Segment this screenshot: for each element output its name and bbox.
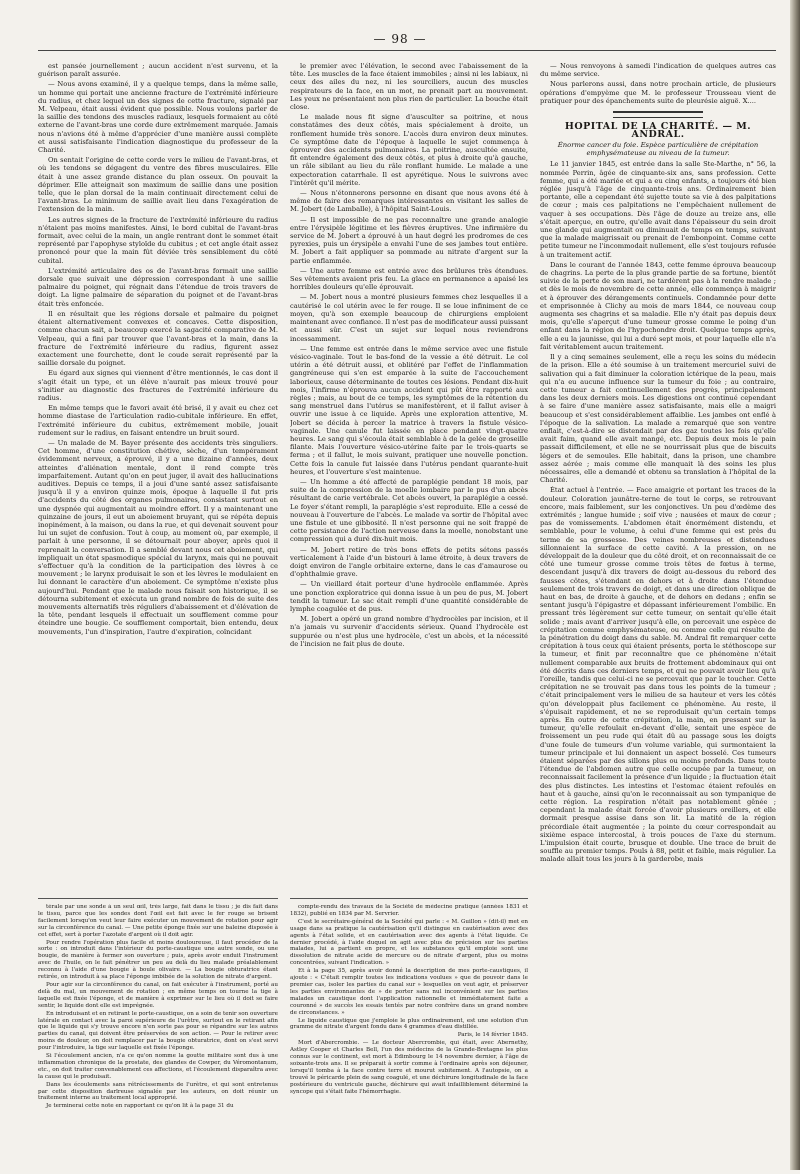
paragraph: Le malade nous fit signe d'ausculter sa poitrine, et nous constatâmes des deux côtés, mais spécialement à droite, un ronflement humide très sonore. L'accès dura environ deux minutes. Ce symptôme date de l'époque à laquelle le sujet commença à éprouver des accidents pulmonaires. La poitrine, auscultée ensuite, fit entendre également des deux côtés, et plus à droite qu'à gauche, un râle sibilant au lieu du râle ronflant humide. Le malade a une expectoration catarrhale. Il est apyrétique. Nous le suivrons avec l'intérêt qu'il mérite.	[290, 113, 528, 187]
footnote-paragraph: compte-rendu des travaux de la Société de médecine pratique (années 1831 et 1832), publié en 1834 par M. Servrier.	[290, 904, 528, 917]
footnote-paragraph: Mort d'Abercrombie. — Le docteur Abercrombie, qui était, avec Abernethy, Astley Cooper et Charles Bell, l'un des médecins de la Grande-Bretagne les plus connus sur le continent, est mort à Edimbourg le 14 novembre dernier, à l'âge de soixante-trois ans. Il se préparait à sortir comme à l'ordinaire après son déjeuner, lorsqu'il tomba à la face contre terre et mourut subitement. A l'autopsie, on a trouvé le péricarde plein de sang coagulé, et une déchirure longitudinale de la face postérieure du ventricule gauche, déchirure qui avait infailliblement déterminé la syncope qui s'était faite l'hémorrhagie.	[290, 1040, 528, 1095]
section-heading: HOPITAL DE LA CHARITÉ. — M. ANDRAL.	[564, 121, 752, 141]
paragraph: — Nous renvoyons à samedi l'indication de quelques autres cas du même service.	[540, 62, 776, 79]
paragraph: Il y a cinq semaines seulement, elle a reçu les soins du médecin de la prison. Elle a été soumise à un traitement mercuriel suivi de salivation qui a fait diminuer la coloration ictérique de la peau, mais qui n'a eu aucune influence sur la tumeur du foie ; au contraire, cette tumeur a fait continuellement des progrès, principalement dans les deux derniers mois. Les digestions ont continué cependant à se faire d'une manière assez satisfaisante, mais elle a maigri beaucoup et s'est considérablement affaiblie. Les jambes ont enflé à l'époque de la salivation. La malade a remarqué que son ventre enflait, c'est-à-dire se distendait par des gaz toutes les fois qu'elle avait faim, quand elle avait mangé, etc. Depuis deux mois le pain passait difficilement, et elle ne se nourrissait plus que de biscuits légers et de semoules. Elle habitait, dans la prison, une chambre assez aérée ; mais comme elle manquait là des soins les plus nécessaires, elle a demandé et obtenu sa translation à l'hôpital de la Charité.	[540, 353, 776, 485]
page-edge-shadow	[790, 0, 800, 1170]
footnote-paragraph: Si l'écoulement ancien, n'a ce qu'on nomme la goutte militaire sont dus à une inflammation chronique de la prostate, des glandes de Cowper, du Véromontanum, etc., on doit traiter convenablement ces affections, et l'écoulement disparaîtra avec la cause qui le produisait.	[38, 1053, 278, 1080]
paragraph: M. Jobert a opéré un grand nombre d'hydrocèles par incision, et il n'a jamais vu survenir d'accidents sérieux. Quand l'hydrocèle est suppurée ou n'est plus une hydrocèle, c'est un abcès, et la nécessité de l'incision ne fait plus de doute.	[290, 615, 528, 648]
column-middle	[290, 62, 528, 892]
paragraph: — Une femme est entrée dans le même service avec une fistule vésico-vaginale. Tout le bas-fond de la vessie a été détruit. Le col utérin a été détruit aussi, et oblitéré par l'effet de l'inflammation gangréneuse qui s'en est emparée à la suite de l'accouchement laborieux, cause déterminante de toutes ces lésions. Pendant dix-huit mois, l'infirme n'éprouva aucun accident qui pût être rapporté aux règles ; mais, au bout de ce temps, les symptômes de la rétention du sang menstruel dans l'utérus se manifestèrent, et il fallut aviser à ouvrir une issue à ce liquide. Après une exploration attentive, M. Jobert se décida à percer la matrice à travers la fistule vésico-vaginale. Une canule fut laissée en place pendant vingt-quatre heures. Le sang qui s'écoula était semblable à de la gelée de groseille filante. Mais l'ouverture vésico-utérine faite par le trois-quarts se ferma ; et il fallut, le mois suivant, pratiquer une nouvelle ponction. Cette fois la canule fut laissée dans l'utérus pendant quarante-huit heures, et l'ouverture s'est maintenue.	[290, 344, 528, 476]
footnote-paragraph: Pour agir sur la circonférence du canal, on fait exécuter à l'instrument, porté au delà du mal, un mouvement de rotation ; en même temps on tourne la tige à laquelle est fixée l'éponge, et de manière à exprimer sur le lieu où il doit se faire sentir, le liquide dont elle est imprégnée.	[38, 981, 278, 1009]
paragraph: est pansée journellement ; aucun accident n'est survenu, et la guérison paraît assurée.	[38, 62, 278, 79]
paragraph: Eu égard aux signes qui viennent d'être mentionnés, le cas dont il s'agit était un type, et un élève n'aurait pas mieux trouvé pour s'initier au diagnostic des fractures de l'extrémité inférieure du radius.	[38, 369, 278, 402]
paragraph: Les autres signes de la fracture de l'extrémité inférieure du radius n'étaient pas moins manifestes. Ainsi, le bord cubital de l'avant-bras formait, avec celui de la main, un angle rentrant dont le sommet était représenté par l'apophyse styloïde du cubitus ; et cet angle était assez prononcé pour que la main fût déviée très sensiblement du côté cubital.	[38, 215, 278, 265]
paragraph: Nous parlerons aussi, dans notre prochain article, de plusieurs opérations d'empyème que M. le professeur Trousseau vient de pratiquer pour des épanchements suite de pleurésie aiguë. X....	[540, 80, 776, 105]
paragraph: État actuel à l'entrée. — Face amaigrie et portant les traces de la douleur. Coloration jaunâtre-terne de tout le corps, se retrouvant encore, mais faiblement, sur les conjonctives. Un peu d'œdème des extrémités ; langue humide ; soif vive ; nausées et maux de cœur ; pas de vomissements. L'abdomen était énormément distendu, et semblable, pour le volume, à celui d'une femme qui est près du terme de sa grossesse. Des veines nombreuses et distendues sillonnaient la surface de cette cavité. A la pression, on ne développait de la douleur que du côté droit, et on reconnaissait de ce côté une tumeur grosse comme trois têtes de fœtus à terme, descendant jusqu'à dix travers de doigt au-dessous du rebord des fausses côtes, s'étendant en dehors et à droite dans l'étendue seulement de trois travers de doigt, et dans une direction oblique de haut en bas, de droite à gauche, et de dehors en dedans ; enfin se sentant jusqu'à l'épigastre et dépassant inférieurement l'ombilic. En pressant très légèrement sur cette tumeur, on sentait qu'elle était solide ; mais avant d'arriver jusqu'à elle, on percevait une espèce de crépitation comme emphysémateuse, ou comme celle qui résulte de la pénétration du doigt dans du sable. M. Andral fit remarquer cette crépitation à tous ceux qui étaient présents, porta le stéthoscope sur la tumeur, et finit par reconnaître que ce phénomène n'était nullement comparable aux bruits de frottement abdominaux qui ont été décrits dans ces derniers temps, et qui ne pouvait avoir lieu qu'à l'oreille, tandis que celui-ci ne se percevait que par le toucher. Cette crépitation ne se trouvait pas dans tous les points de la tumeur ; c'était principalement vers le milieu de sa hauteur et vers les côtés qu'on développait plus facilement ce phénomène. Au reste, il s'épuisait rapidement, et ne se reproduisait qu'un certain temps après. En outre de cette crépitation, la main, en pressant sur la tumeur, qu'elle refoulait en-devant d'elle, sentait une espèce de froissement un peu rude qui était dû au passage sous les doigts d'une foule de tumeurs d'un volume variable, qui surmontaient la tumeur principale et lui donnaient un aspect bosselé. Ces tumeurs étaient séparées par des sillons plus ou moins profonds. Dans toute l'étendue de l'abdomen autre que celle occupée par la tumeur, on reconnaissait facilement la présence d'un liquide ; la fluctuation était des plus distinctes. Les intestins et l'estomac étaient refoulés en haut et à gauche, ainsi qu'on le reconnaissait au son tympanique de cette région. La respiration n'était pas notablement gênée ; cependant la malade était forcée d'avoir plusieurs oreillers, et elle dormait presque assise dans son lit. La matité de la région précordiale était augmentée ; la pointe du cœur correspondait au sixième espace intercostal, à trois pouces de l'axe du sternum. L'impulsion était courte, brusque et double. Une trace de bruit de souffle au premier temps. Pouls à 88, petit et faible, mais régulier. La malade allait tous les jours à la garderobe, mais	[540, 486, 776, 864]
section-subtitle: Énorme cancer du foie. Espèce particulière de crépitation emphysémateuse au niveau de la tumeur.	[557, 141, 759, 158]
paragraph: — Nous avons examiné, il y a quelque temps, dans la même salle, un homme qui portait une ancienne fracture de l'extrémité inférieure du radius, et chez lequel un des signes de cette fracture, signalé par M. Velpeau, était aussi évident que possible. Nous voulons parler de la saillie des tendons des muscles radiaux, lesquels formaient au côté externe de l'avant-bras une corde dure extrêmement marquée. Jamais nous n'avions été à même d'apprécier d'une manière aussi complète et aussi satisfaisante l'indication diagnostique du professeur de la Charité.	[38, 80, 278, 155]
paragraph: L'extrémité articulaire des os de l'avant-bras formait une saillie dorsale que suivait une dépression correspondant à une saillie palmaire du poignet, qui régnait dans l'étendue de trois travers de doigt. La ligne palmaire de séparation du poignet et de l'avant-bras était très enfoncée.	[38, 266, 278, 308]
footnote-paragraph: Dans les écoulements sans rétrécissements de l'urètre, et qui sont entretenus par cette disposition darlreuse signalée par les auteurs, on doit réunir un traitement interne au traitement local approprié.	[38, 1081, 278, 1102]
paragraph: — M. Jobert retire de très bons effets de petits sétons passés verticalement à l'aide d'un bistouri à lame étroite, à deux travers de doigt environ de l'angle orbitaire externe, dans le cas d'amaurose ou d'ophthalmie grave.	[290, 545, 528, 579]
paragraph: En même temps que le favori avait été brisé, il y avait eu chez cet homme diastase de l'articulation radio-cubitale inférieure. En effet, l'extrémité inférieure du cubitus, extrêmement mobile, jouait rudement sur le radius, en faisant entendre un bruit sourd.	[38, 404, 278, 437]
paragraph: — Un homme a été affecté de paraplégie pendant 18 mois, par suite de la compression de la moelle lombaire par le pus d'un abcès résultant de carie vertébrale. Cet abcès ouvert, la paraplégie a cessé. Le foyer s'étant rempli, la paraplégie s'est reproduite. Elle a cessé de nouveau à l'ouverture de l'abcès. Le malade va sortir de l'hôpital avec une fistule et une gibbosité. Il n'est personne qui ne soit frappé de cette persistance de l'action nerveuse dans la moelle, nonobstant une compression qui a duré dix-huit mois.	[290, 477, 528, 544]
section-heading-block	[540, 111, 776, 157]
paragraph: — Il est impossible de ne pas reconnaître une grande analogie entre l'érysipèle légitime et les fièvres éruptives. Une infirmière du service de M. Jobert a éprouvé à un haut degré les prodromes de ces pyrexies, puis un érysipèle a envahi l'une de ses jambes tout entière. M. Jobert a fait appliquer sa pommade au nitrate d'argent sur la partie enflammée.	[290, 215, 528, 265]
footnote-paragraph: C'est le secrétaire-général de la Société qui parle : « M. Guillon » (dit-il) met en usage dans sa pratique la cautérisation qu'il distingue en cautérisation avec des agents à l'état solide, et en cautérisation avec des agents à l'état liquide. Ce dernier procédé, à l'aide duquel on agit avec plus de précision sur les parties malades, lui a partient en propre, et les substances qu'il emploie sont une dissolution de nitrate acide de mercure ou de nitrate d'argent, plus ou moins concentrées, suivant l'indication. »	[290, 918, 528, 967]
footnote-paragraph: térale par une sonde à un seul œil, très large, fait dans le tissu ; je dis fait dans le tissu, parce que les sondes dont l'œil est fait avec le fer rouge se brisent facilement lorsqu'on veut leur faire exécuter un mouvement de rotation pour agir sur la circonférence du canal. — Une petite éponge fixée sur une baleine disposée à cet effet, sert à porter l'azotate d'argent où il doit agir.	[38, 904, 278, 938]
paragraph: Il en résultait que les régions dorsale et palmaire du poignet étaient alternativement convexes et concaves. Cette disposition, comme chacun sait, a beaucoup exercé la sagacité comparative de M. Velpeau, qui a fini par trouver que l'avant-bras et la main, dans la fracture de l'extrémité inférieure du radius, figurent assez exactement une fourchette, dont le coude serait représenté par la saillie dorsale du poignet.	[38, 309, 278, 368]
footnote-paragraph: Je terminerai cette note en rapportant ce qu'on lit à la page 31 du	[46, 1103, 234, 1110]
paragraph: — Nous n'étonnerons personne en disant que nous avons été à même de faire des remarques intéressantes en visitant les salles de M. Jobert (de Lamballe), à l'hôpital Saint-Louis.	[290, 189, 528, 214]
footnotes-middle	[290, 904, 528, 1174]
column-right	[540, 62, 776, 1174]
footnote-paragraph: Pour rendre l'opération plus facile et moins douloureuse, il faut procéder de la sorte : on introduit dans l'intérieur du porte-caustique une autre sonde, ou une bougie, de manière à fermer son ouverture ; puis, après avoir enduit l'instrument avec de l'huile, on le fait pénétrer un peu au delà du lieu malade préalablement reconnu à l'aide d'une bougie à boule olivaire. — La bougie obturatrice étant retirée, on introduit à sa place l'éponge imbibée de la solution de nitrate d'argent.	[38, 939, 278, 981]
page-number: — 98 —	[373, 32, 427, 46]
paragraph: — Un malade de M. Bayer présente des accidents très singuliers. Cet homme, d'une constitution chétive, sèche, d'un tempérament évidemment nerveux, a éprouvé, il y a une dizaine d'années, deux atteintes d'aliénation mentale, dont il rend compte très imparfaitement. Autant qu'on en peut juger, il avait des hallucinations auditives. Depuis ce temps, il a joui d'une santé assez satisfaisante jusqu'à il y a environ quinze mois, époque à laquelle il fut pris d'accidents du côté des organes pulmonaires, consistant surtout en une dyspnée qui augmentait au moindre effort. Il y a maintenant une quinzaine de jours, il eut un aboiement bruyant, qui se répéta depuis inopinément, à la maison, ou dans la rue, et qui devenait souvent pour lui un sujet de confusion. Tout à coup, au moment où, par exemple, il parlait à une personne, il se détournait pour aboyer, après quoi il reprenait la conversation. Il a semblé devant nous cet aboiement, qui impliquait un état spasmodique spécial du larynx, mais qui ne pouvait s'effectuer qu'à la condition de la participation des lèvres à ce mouvement ; le larynx produisait le son et les lèvres le modulaient en lui donnant le caractère d'un aboiement. Ce symptôme n'existe plus aujourd'hui. Pendant que le malade nous faisait son historique, il se détourna subitement et exécuta un grand nombre de fois de suite des mouvements alternatifs très réguliers d'abaissement et d'élévation de la tête, pendant lesquels il effectuait un soufflement comme pour éteindre une bougie. Ce soufflement comportait, bien entendu, deux mouvements, l'un d'inspiration, l'autre d'expiration, coïncidant	[38, 438, 278, 636]
footnote-paragraph: Le liquide caustique que j'emploie le plus ordinairement, est une solution d'un gramme de nitrate d'argent fondu dans 4 grammes d'eau distillée.	[290, 1017, 528, 1031]
paragraph: — Une autre femme est entrée avec des brûlures très étendues. Ses vêtements avaient pris feu. La glace en permanence a apaisé les horribles douleurs qu'elle éprouvait.	[290, 266, 528, 292]
ornament-rule	[613, 111, 703, 118]
footnote-rule	[290, 898, 528, 899]
paragraph: Dans le courant de l'année 1843, cette femme éprouva beaucoup de chagrins. La perte de la plus grande partie de sa fortune, bientôt suivie de la perte de son mari, ne tardèrent pas à la rendre malade ; et dès le mois de novembre de cette année, elle commença à maigrir et à éprouver des dérangements continuels. Condamnée pour dette et emprisonnée à Clichy au mois de mars 1844, ce nouveau coup augmenta ses chagrins et sa maladie. Elle n'y était pas depuis deux mois, qu'elle s'aperçut d'une tumeur grosse comme le poing d'un enfant dans la région de l'hypochondre droit. Quelque temps après, elle a eu la jaunisse, qui lui a duré sept mois, et pour laquelle elle n'a fait véritablement aucun traitement.	[540, 260, 776, 351]
paragraph: — Un vieillard était porteur d'une hydrocèle enflammée. Après une ponction exploratrice qui donna issue à un peu de pus, M. Jobert tendit la tumeur. Le sac était rempli d'une quantité considérable de lymphe coagulée et de pus.	[290, 580, 528, 613]
footnote-paragraph: Et à la page 35, après avoir donné la description de mes porte-caustiques, il ajoute : « C'était remplir toutes les indications voulues » que de pouvoir dans le premier cas, isoler les parties du canal sur » lesquelles on veut agir, et préserver les parties environnantes de » de porter sans nul inconvénient sur les parties malades un caustique dont l'application rationnelle et immédiatement faite a couronné » de succès les essais tentés par notre confrère dans un grand nombre de circonstances. »	[290, 968, 528, 1016]
paragraph: On sentait l'origine de cette corde vers le milieu de l'avant-bras, et où les tendons se dégagent du ventre des fibres musculaires. Elle était à une assez grande distance du plan osseux. On pouvait la déprimer. Elle atteignait son maximum de saillie dans une position telle, que le plan dorsal de la main continuait directement celui de l'avant-bras. Le minimum de saillie avait lieu dans l'exagération de l'extension de la main.	[38, 156, 278, 214]
footnote-rule	[38, 898, 278, 899]
footnote-paragraph: En introduisant et en retirant le porte-caustique, on a soin de tenir son ouverture latérale en contact avec la paroi supérieure de l'urètre, surtout en le retirant afin que le liquide qui s'y trouve encore n'en sorte pas pour se répandre sur les autres parties du canal, qui doivent être préservées de son action. — Pour le retirer avec moins de douleur, on doit remplacer par la bougie obturatrice, dont on s'est servi pour l'introduire, la tige sur laquelle est fixée l'éponge.	[38, 1010, 278, 1052]
footnotes-left	[38, 904, 278, 1174]
paragraph: — M. Jobert nous a montré plusieurs femmes chez lesquelles il a cautérisé le col utérin avec le fer rouge. Il se loue infiniment de ce moyen, qu'à son exemple beaucoup de chirurgiens emploient maintenant avec confiance. Il n'est pas de modificateur aussi puissant et aussi sûr. C'est un sujet sur lequel nous reviendrons incessamment.	[290, 293, 528, 343]
paragraph: le premier avec l'élévation, le second avec l'abaissement de la tête. Les muscles de la face étaient immobiles ; ainsi ni les labiaux, ni ceux des ailes du nez, ni les sourciliers, aucun des muscles respirateurs de la face, en un mot, ne prenait part au mouvement. Les yeux ne présentaient non plus rien de particulier. La bouche était close.	[290, 62, 528, 112]
header-rule	[38, 50, 776, 51]
paragraph: Le 11 janvier 1845, est entrée dans la salle Ste-Marthe, n° 56, la nommée Perrin, âgée de cinquante-six ans, sans profession. Cette femme, qui a été mariée et qui a eu cinq enfants, a toujours été bien réglée jusqu'à l'âge de cinquante-trois ans. Ordinairement bien portante, elle a cependant été sujette toute sa vie à des palpitations de cœur ; mais ces palpitations ne l'empêchaient nullement de vaquer à ses occupations. Dès l'âge de douze au treize ans, elle s'était aperçue, en outre, qu'elle avait dans l'épaisseur du sein droit une glande qui augmentait ou diminuait de temps en temps, suivant que la malade maigrissait ou prenait de l'embonpoint. Comme cette petite tumeur ne l'incommodait nullement, elle s'est toujours refusée à un traitement actif.	[540, 160, 776, 259]
dateline: Paris, le 14 février 1845.	[457, 1032, 528, 1039]
column-left	[38, 62, 278, 892]
